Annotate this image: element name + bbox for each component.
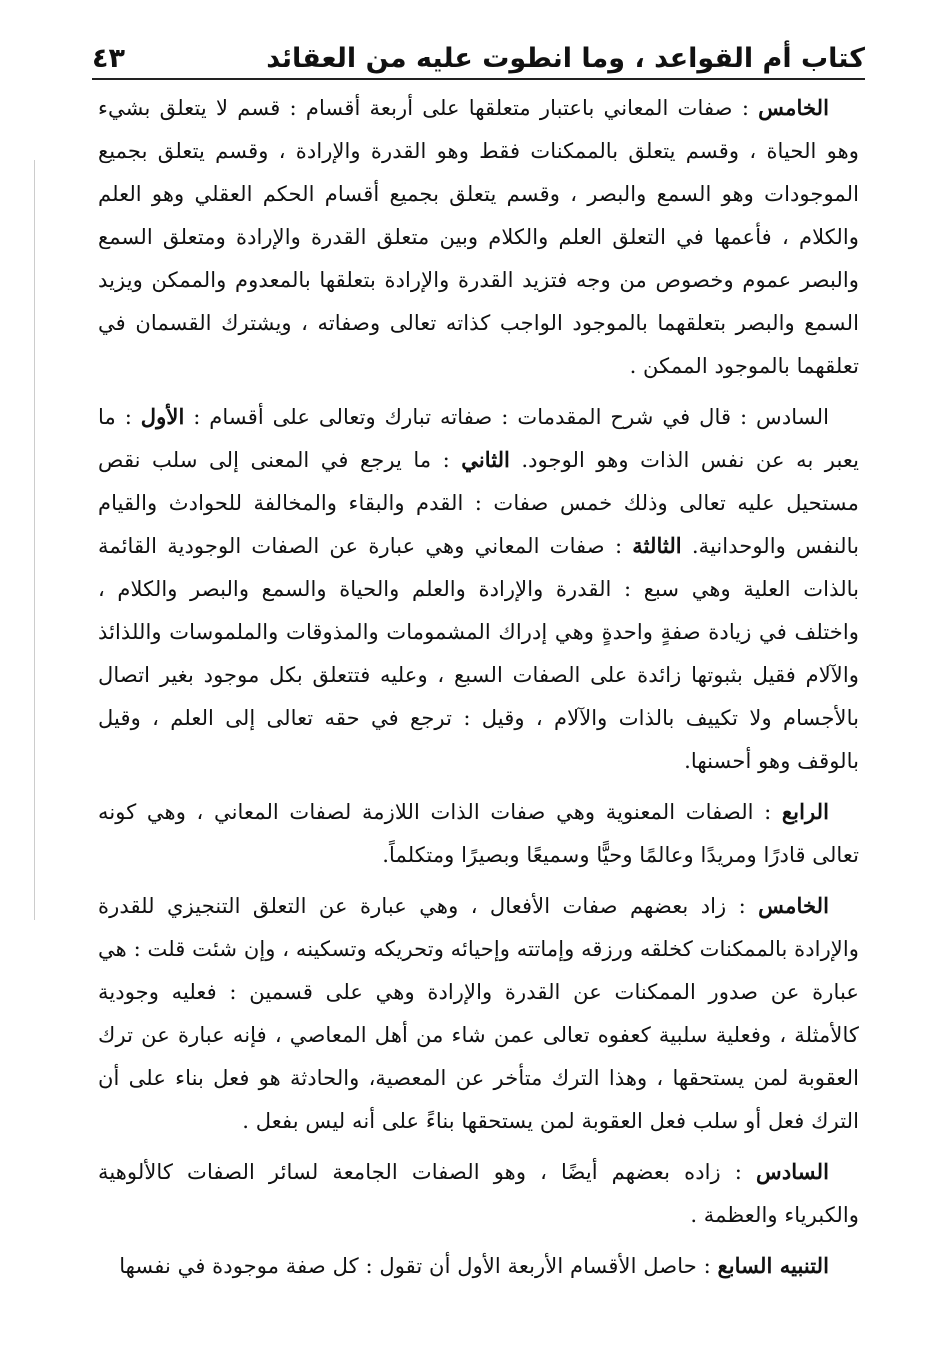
- paragraph-text: : زاد بعضهم صفات الأفعال ، وهي عبارة عن التعلق التنجيزي للقدرة والإرادة بالممكنات كخلقه ورزقه وإماتته وإحيائه وتحريكه وتسكينه ، وإن شئت قلت : هي عبارة عن صدور الممكنات عن القدرة والإرادة وهي على قسمين : فعليه وجودية كالأمثلة ، وفعلية سلبية كعفوه تعالى عمن شاء من أهل المعاصي ، فإنه عبارة عن ترك العقوبة لمن يستحقها ، وهذا الترك متأخر عن المعصية، والحادثة هو فعل بناء على أن الترك فعل أو سلب فعل العقوبة لمن يستحقها بناءً على أنه ليس بفعل .: [98, 893, 859, 1133]
- paragraph: [98, 1244, 859, 1287]
- paragraph-text: : الصفات المعنوية وهي صفات الذات اللازمة لصفات المعاني ، وهي كونه تعالى قادرًا ومريدًا وعالمًا وحيًّا وسميعًا وبصيرًا ومتكلماً.: [98, 799, 859, 867]
- paragraph: [98, 395, 859, 782]
- paragraph-lead: الثالثة: [632, 533, 682, 558]
- paragraph-text: : صفات المعاني وهي عبارة عن الصفات الوجودية القائمة بالذات العلية وهي سبع : القدرة والإرادة والعلم والحياة والسمع والبصر والكلام ، واختلف في زيادة صفةٍ واحدةٍ وهي إدراك المشمومات والمذوقات والملموسات واللذائذ والآلام فقيل بثبوتها زائدة على الصفات السبع ، وعليه فتتعلق بكل موجود بغير اتصال بالأجسام ولا تكييف بالذات والآلام ، وقيل : ترجع في حقه تعالى إلى العلم ، وقيل بالوقف وهو أحسنها.: [98, 533, 859, 773]
- page-number: ٤٣: [92, 43, 125, 74]
- paragraph-lead: الرابع: [781, 799, 829, 824]
- page-margin-line: [34, 160, 35, 920]
- paragraph-text: : ما يعبر به عن نفس الذات وهو الوجود.: [98, 404, 859, 472]
- paragraph-lead: الخامس: [758, 893, 829, 918]
- paragraph: [98, 790, 859, 876]
- paragraph-lead: السادس: [756, 1159, 829, 1184]
- paragraph: [98, 86, 859, 387]
- paragraph-lead: التنبيه السابع: [717, 1253, 829, 1278]
- running-title: كتاب أم القواعد ، وما انطوت عليه من العقائد: [266, 43, 865, 74]
- paragraph-text: : صفات المعاني باعتبار متعلقها على أربعة أقسام : قسم لا يتعلق بشيء وهو الحياة ، وقسم يتعلق بالممكنات فقط وهو القدرة والإرادة ، وقسم يتعلق بجميع الموجودات وهو السمع والبصر ، وقسم يتعلق بجميع أقسام الحكم العقلي وهو العلم والكلام ، فأعمها في التعلق العلم والكلام وبين متعلق القدرة والإرادة ومتعلق السمع والبصر عموم وخصوص من وجه فتزيد القدرة والإرادة بتعلقها بالمعدوم والممكن ويزيد السمع والبصر بتعلقهما بالموجود الواجب كذاته تعالى وصفاته ، ويشترك القسمان في تعلقهما بالموجود الممكن .: [98, 95, 859, 378]
- header-rule: [92, 78, 865, 80]
- paragraph-text: : زاده بعضهم أيضًا ، وهو الصفات الجامعة لسائر الصفات كالألوهية والكبرياء والعظمة .: [98, 1159, 859, 1227]
- paragraph-lead: الأول: [140, 404, 185, 429]
- paragraph-text: : ما يرجع في المعنى إلى سلب نقص مستحيل عليه تعالى وذلك خمس صفات : القدم والبقاء والمخالفة للحوادث والقيام بالنفس والوحدانية.: [98, 447, 859, 558]
- paragraph: [98, 1150, 859, 1236]
- paragraph: [98, 884, 859, 1142]
- page-header: [92, 34, 865, 74]
- paragraph-text: : حاصل الأقسام الأربعة الأول أن تقول : كل صفة موجودة في نفسها: [119, 1253, 718, 1278]
- paragraph-text: السادس : قال في شرح المقدمات : صفاته تبارك وتعالى على أقسام :: [184, 404, 829, 429]
- body-text: [98, 86, 859, 1295]
- paragraph-lead: الخامس: [758, 95, 829, 120]
- paragraph-lead: الثاني: [461, 447, 510, 472]
